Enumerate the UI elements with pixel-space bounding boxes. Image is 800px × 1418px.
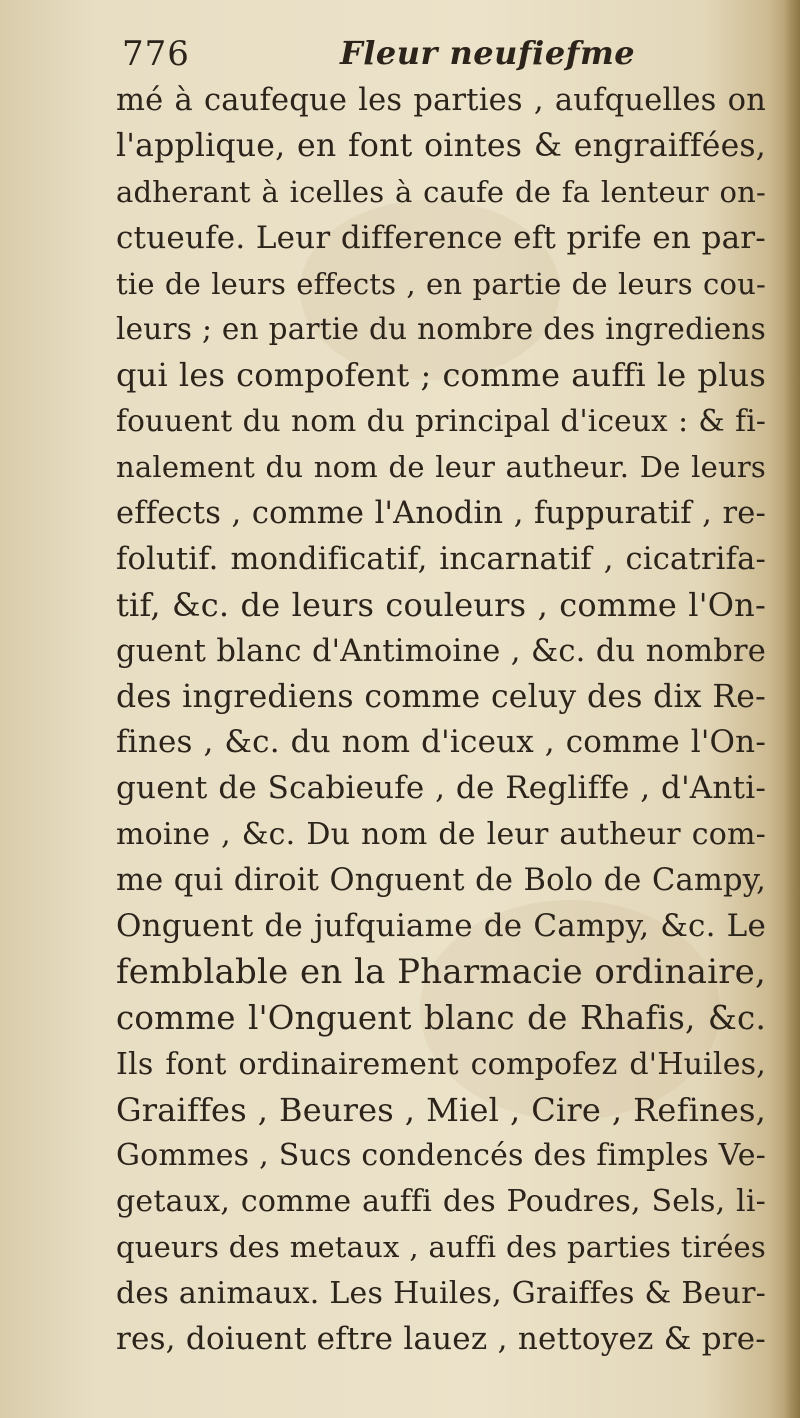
- text-line: getaux, comme auffi des Poudres, Sels, li-: [116, 1184, 766, 1220]
- text-line: moine , &c. Du nom de leur autheur com-: [116, 817, 766, 853]
- text-line: guent de Scabieufe , de Regliffe , d'Anti-: [116, 770, 766, 807]
- page-header: [122, 28, 742, 78]
- text-line: Graiffes , Beures , Miel , Cire , Refines,: [116, 1090, 766, 1129]
- text-line: ctueufe. Leur difference eft prife en par-: [116, 219, 766, 256]
- text-line: nalement du nom de leur autheur. De leurs: [116, 450, 766, 485]
- text-line: Ils font ordinairement compofez d'Huiles,: [116, 1046, 766, 1082]
- text-line: tif, &c. de leurs couleurs , comme l'On-: [116, 585, 766, 624]
- text-line: folutif. mondificatif, incarnatif , cicatrifa-: [116, 541, 766, 577]
- body-text: [116, 78, 766, 1363]
- text-line: leurs ; en partie du nombre des ingrediens: [116, 312, 766, 347]
- text-line: femblable en la Pharmacie ordinaire,: [116, 951, 766, 992]
- text-line: qui les compofent ; comme auffi le plus: [116, 356, 766, 395]
- text-line: fouuent du nom du principal d'iceux : & fi-: [116, 404, 766, 439]
- text-line: des animaux. Les Huiles, Graiffes & Beur-: [116, 1276, 766, 1312]
- text-line: mé à caufeque les parties , aufquelles on: [116, 83, 766, 118]
- text-line: fines , &c. du nom d'iceux , comme l'On-: [116, 724, 766, 761]
- text-line: comme l'Onguent blanc de Rhafis, &c.: [116, 998, 766, 1037]
- text-line: res, doiuent eftre lauez , nettoyez & pre-: [116, 1321, 766, 1358]
- text-line: guent blanc d'Antimoine , &c. du nombre: [116, 633, 766, 669]
- text-line: me qui diroit Onguent de Bolo de Campy,: [116, 863, 766, 899]
- page-edge-shadow: [784, 0, 800, 1418]
- text-line: Onguent de jufquiame de Campy, &c. Le: [116, 908, 766, 945]
- text-line: adherant à icelles à caufe de fa lenteur on-: [116, 174, 766, 209]
- text-line: queurs des metaux , auffi des parties tirées: [116, 1230, 766, 1265]
- page-number: 776: [122, 34, 190, 74]
- text-line: des ingrediens comme celuy des dix Re-: [116, 678, 766, 715]
- running-head: Fleur neufiefme: [340, 34, 636, 72]
- text-line: Gommes , Sucs condencés des fimples Ve-: [116, 1138, 766, 1174]
- text-line: l'applique, en font ointes & engraiffées,: [116, 127, 766, 164]
- text-line: tie de leurs effects , en partie de leurs cou-: [116, 266, 766, 301]
- text-line: effects , comme l'Anodin , fuppuratif , re-: [116, 496, 766, 532]
